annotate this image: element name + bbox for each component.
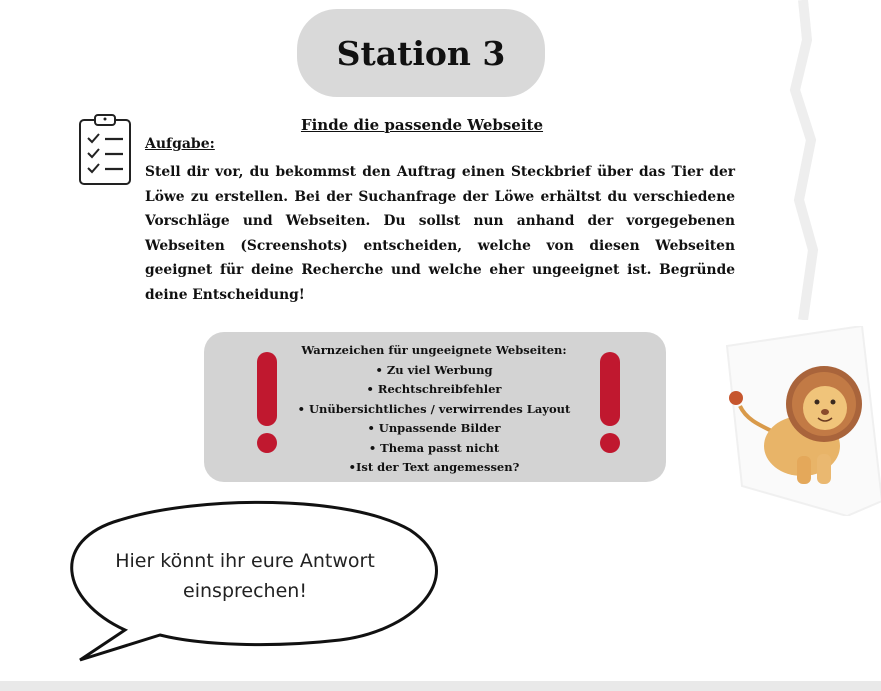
warning-list [284,361,584,478]
warning-item: • Unübersichtliches / verwirrendes Layout [297,401,571,416]
task-label: Aufgabe: [145,136,215,152]
station-title: Station 3 [336,33,506,73]
task-subtitle: Finde die passende Webseite [300,116,544,134]
warning-content [284,341,584,478]
warning-signs-box [204,332,666,482]
warning-title: Warnzeichen für ungeeignete Webseiten: [301,343,567,357]
warning-item: • Unpassende Bilder [367,421,501,435]
warning-item: • Zu viel Werbung [375,362,493,377]
lion-illustration [712,326,881,516]
station-title-pill [297,9,545,97]
paper-edge-decoration [785,0,845,320]
warning-item: • Thema passt nicht [368,440,500,455]
clipboard-checklist-icon [78,112,132,188]
task-description: Stell dir vor, du bekommst den Auftrag einen Steckbrief über das Tier der Löwe zu erstellen. Bei der Suchanfrage der Löwe erhältst du verschiedene Vorschläge und Webseiten. Du sollst nun anhand der vorgegebenen Webseiten (Screenshots) entscheiden, welche von diesen Webseiten geeignet für deine Recherche und welche eher ungeeignet ist. Begründe deine Entscheidung! [145,164,735,303]
bottom-border [0,681,881,691]
warning-item: •Ist der Text angemessen? [348,460,520,474]
speech-bubble-text: Hier könnt ihr eure Antwort einsprechen! [115,550,375,602]
warning-item: • Rechtschreibfehler [366,382,502,396]
exclamation-icon [599,352,621,453]
exclamation-icon [256,352,278,453]
